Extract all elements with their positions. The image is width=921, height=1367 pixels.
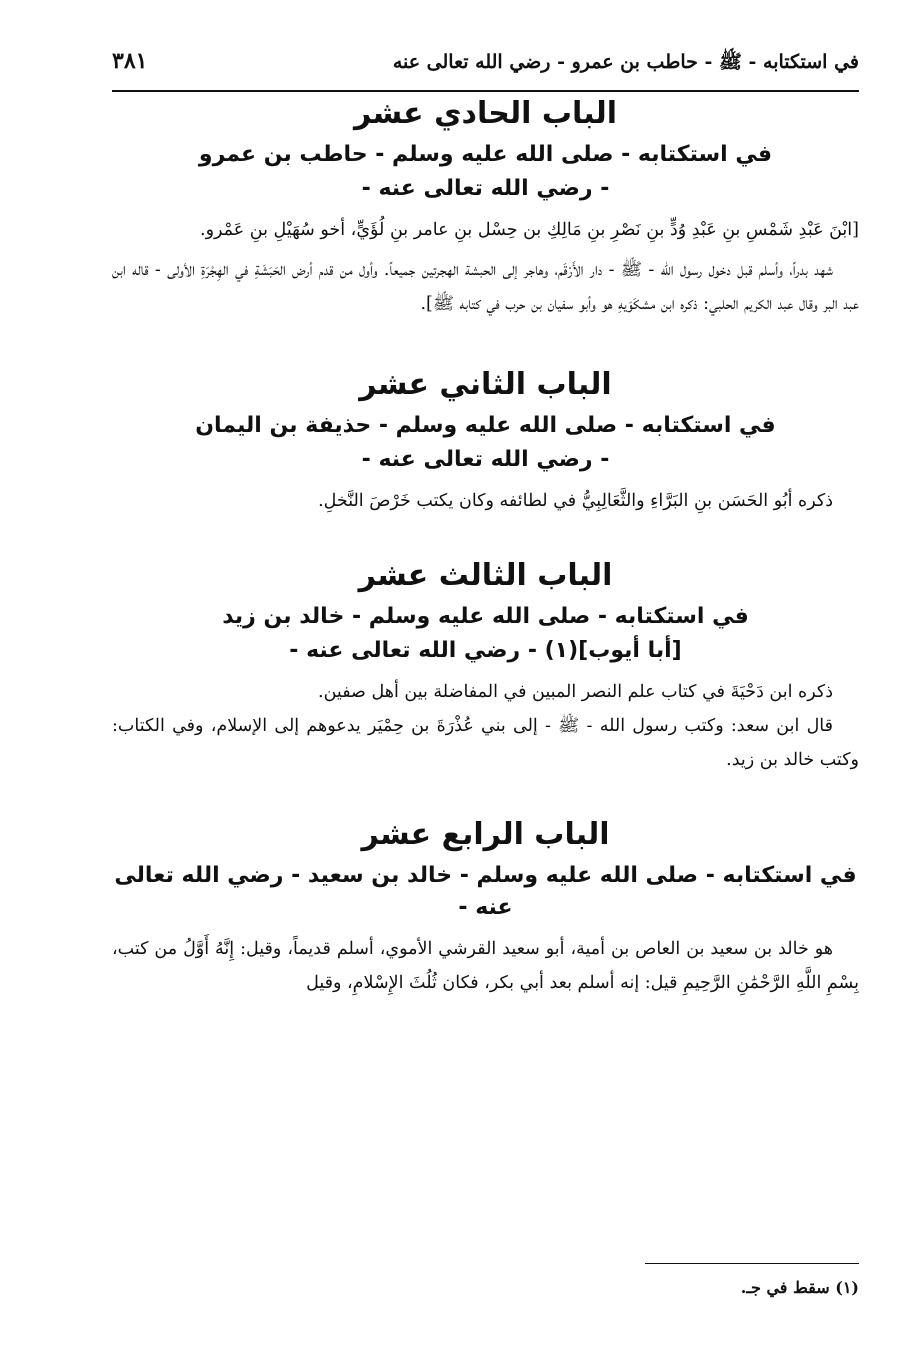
page-number: ٣٨١ <box>112 48 148 74</box>
paragraph: ذكره ابن دَحْيَةَ في كتاب علم النصر المبين في المفاضلة بين أهل صفين. <box>318 681 833 702</box>
footnote: (١) سقط في جـ. <box>740 1278 859 1297</box>
chapter-subtitle-2: [أبا أيوب](١) - رضي الله تعالى عنه - <box>289 637 682 663</box>
chapter-subtitle-2: - رضي الله تعالى عنه - <box>361 447 610 473</box>
paragraph: قال ابن سعد: وكتب رسول الله - ﷺ - إلى بني عُذْرَةَ بن حِمْيَر يدعوهم إلى الإسلام، وفي الكتاب: وكتب خالد بن زيد. <box>112 715 859 771</box>
paragraph: ذكره أبُو الحَسَن بنِ البَرَّاءِ والثَّعَالِبِيُّ في لطائفه وكان يكتب خَرْصَ النَّخلِ. <box>318 490 833 511</box>
chapter-14 <box>112 817 859 1000</box>
running-title: في استكتابه - ﷺ - حاطب بن عمرو - رضي الله تعالى عنه <box>392 51 859 73</box>
chapter-title: الباب الثاني عشر <box>359 367 612 403</box>
paragraph: شهد بدراً، وأسلم قبل دخول رسول الله - ﷺ - دار الأَرْقَم، وهاجر إلى الحبشة الهجرتين جميعاً. وأول من قدم أرض الحَبَشَةِ في الهِجْرَةِ الأولى - قاله ابن عبد البر وقال عبد الكريم الحلبي: ذكره ابن مشكَوَيهِ هو وأبو سفيان بن حرب في كتابه ﷺ]. <box>112 259 859 315</box>
page-content <box>112 96 859 1000</box>
chapter-subtitle: في استكتابه - صلى الله عليه وسلم - خالد بن زيد <box>222 604 749 630</box>
chapter-11 <box>112 96 859 321</box>
paragraph: هو خالد بن سعيد بن العاص بن أمية، أبو سعيد القرشي الأموي، أسلم قديماً، وقيل: إِنَّهُ أَوَّلُ من كتب، بِسْمِ اللَّهِ الرَّحْمَٰنِ الرَّحِيمِ قيل: إنه أسلم بعد أبي بكر، فكان ثُلُثَ الإِسْلامِ، وقيل <box>112 939 859 994</box>
chapter-title: الباب الرابع عشر <box>361 817 610 853</box>
paragraph: [ابْنَ عَبْدِ شَمْسِ بنِ عَبْدِ وُدٍّ بنِ نَصْرِ بنِ مَالِكِ بن حِسْل بنِ عامر بنِ لُؤَيٍّ، أخو سُهَيْلِ بنِ عَمْرو. <box>200 219 859 240</box>
chapter-13 <box>112 558 859 777</box>
chapter-subtitle: في استكتابه - صلى الله عليه وسلم - حذيفة بن اليمان <box>195 413 776 439</box>
chapter-title: الباب الحادي عشر <box>353 96 618 131</box>
chapter-subtitle-2: - رضي الله تعالى عنه - <box>361 175 610 201</box>
chapter-subtitle: في استكتابه - صلى الله عليه وسلم - حاطب بن عمرو <box>198 142 773 167</box>
page-header <box>112 44 859 92</box>
chapter-title: الباب الثالث عشر <box>358 558 613 594</box>
chapter-subtitle: في استكتابه - صلى الله عليه وسلم - خالد بن سعيد - رضي الله تعالى عنه - <box>114 863 857 921</box>
chapter-12 <box>112 367 859 518</box>
footnote-divider <box>645 1263 859 1264</box>
